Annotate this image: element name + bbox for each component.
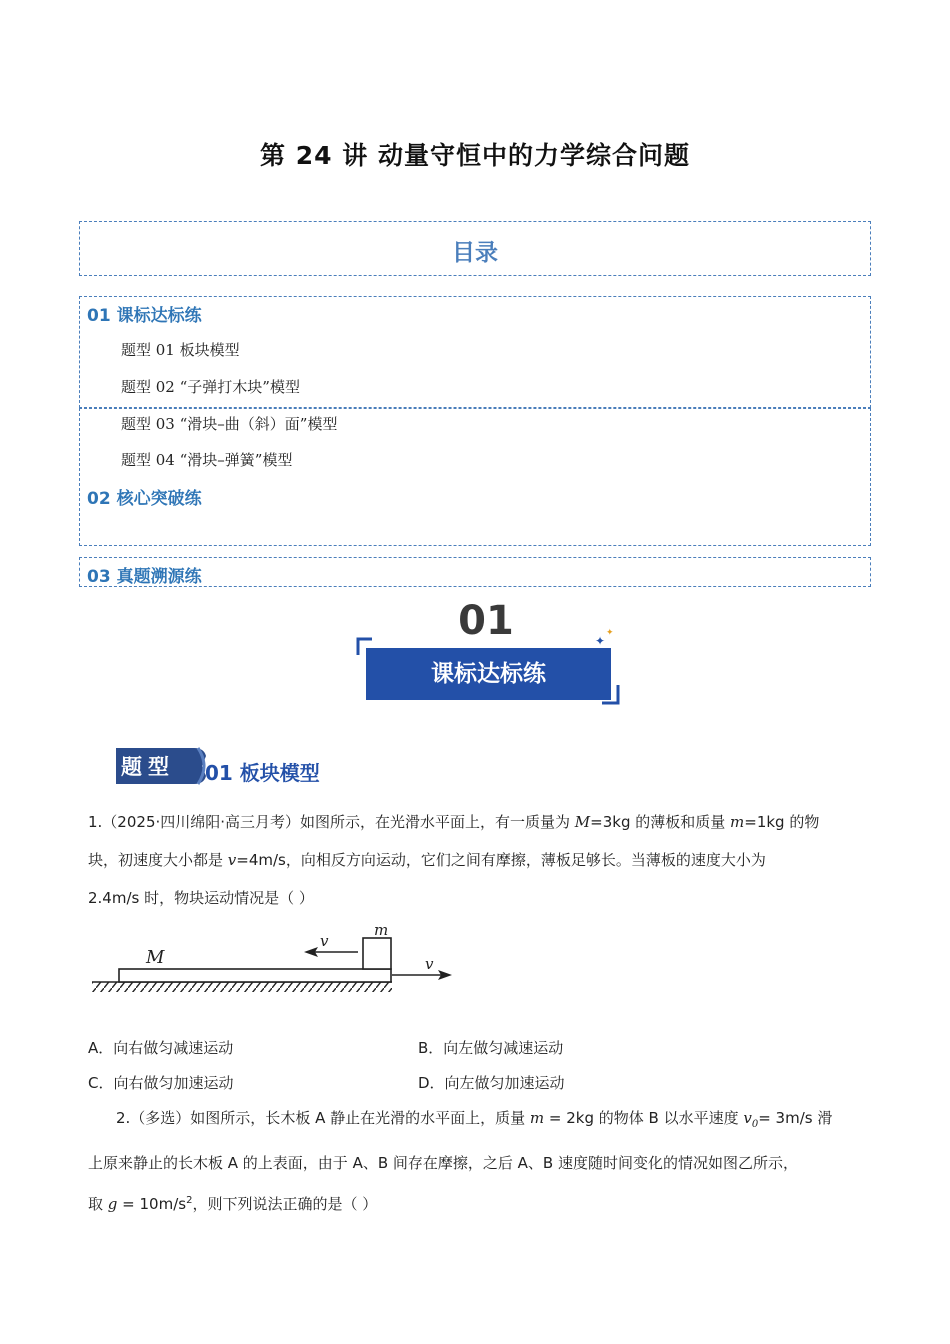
q2-line-1: 2.（多选）如图所示，长木板 A 静止在光滑的水平面上，质量 m = 2kg 的物体 B 以水平速度 $v_0= 3m/s$ 滑 — [116, 1109, 833, 1130]
page-title: 第 24 讲 动量守恒中的力学综合问题 — [260, 141, 690, 170]
toc-heading: 目录 — [452, 240, 498, 266]
label-v-right: v — [425, 955, 434, 973]
q1-line-2: 块，初速度大小都是 v=4m/s，向相反方向运动，它们之间有摩擦，薄板足够长。当薄板的速度大小为 — [88, 851, 766, 869]
q1-line-1: 1.（2025·四川绵阳·高三月考）如图所示，在光滑水平面上，有一质量为 M=3kg 的薄板和质量 m=1kg 的物 — [88, 813, 820, 831]
label-v-left: v — [320, 932, 329, 950]
toc-item-1[interactable]: 题型 01 板块模型 — [121, 341, 240, 359]
toc-item-3[interactable]: 题型 03 “滑块–曲（斜）面”模型 — [121, 415, 338, 433]
q1-line-3: 2.4m/s 时，物块运动情况是（ ） — [88, 889, 314, 907]
question-2 — [88, 1099, 873, 1223]
toc-section-2[interactable]: 02 核心突破练 — [87, 489, 202, 509]
type-label: 01 板块模型 — [205, 761, 320, 785]
toc-section-1[interactable]: 01 课标达标练 — [87, 306, 202, 326]
toc-item-4[interactable]: 题型 04 “滑块–弹簧”模型 — [121, 451, 293, 469]
badge-number: 01 — [458, 598, 514, 644]
q1-option-d[interactable]: D．向左做匀加速运动 — [418, 1074, 565, 1092]
label-m: m — [374, 921, 389, 939]
question-1 — [88, 803, 868, 917]
q1-option-c[interactable]: C．向右做匀加速运动 — [88, 1074, 234, 1092]
svg-text:✦: ✦ — [595, 634, 606, 648]
label-M: M — [146, 947, 165, 968]
badge-label: 课标达标练 — [366, 648, 611, 700]
toc-section-3[interactable]: 03 真题溯源练 — [87, 567, 202, 587]
q2-line-3: 取 $g = 10m/s^2$，则下列说法正确的是（ ） — [88, 1195, 378, 1213]
q1-figure — [88, 918, 468, 998]
type-tag: 题型 — [121, 754, 175, 779]
q1-option-b[interactable]: B．向左做匀减速运动 — [418, 1039, 564, 1057]
block-m — [363, 938, 391, 969]
board-M — [119, 969, 391, 982]
q2-line-2: 上原来静止的长木板 A 的上表面，由于 A、B 间存在摩擦，之后 A、B 速度随时间变化的情况如图乙所示， — [88, 1154, 798, 1172]
ground-hatch — [92, 982, 392, 992]
toc-item-2[interactable]: 题型 02 “子弹打木块”模型 — [121, 378, 300, 396]
svg-text:✦: ✦ — [606, 628, 614, 638]
q1-option-a[interactable]: A．向右做匀减速运动 — [88, 1039, 234, 1057]
